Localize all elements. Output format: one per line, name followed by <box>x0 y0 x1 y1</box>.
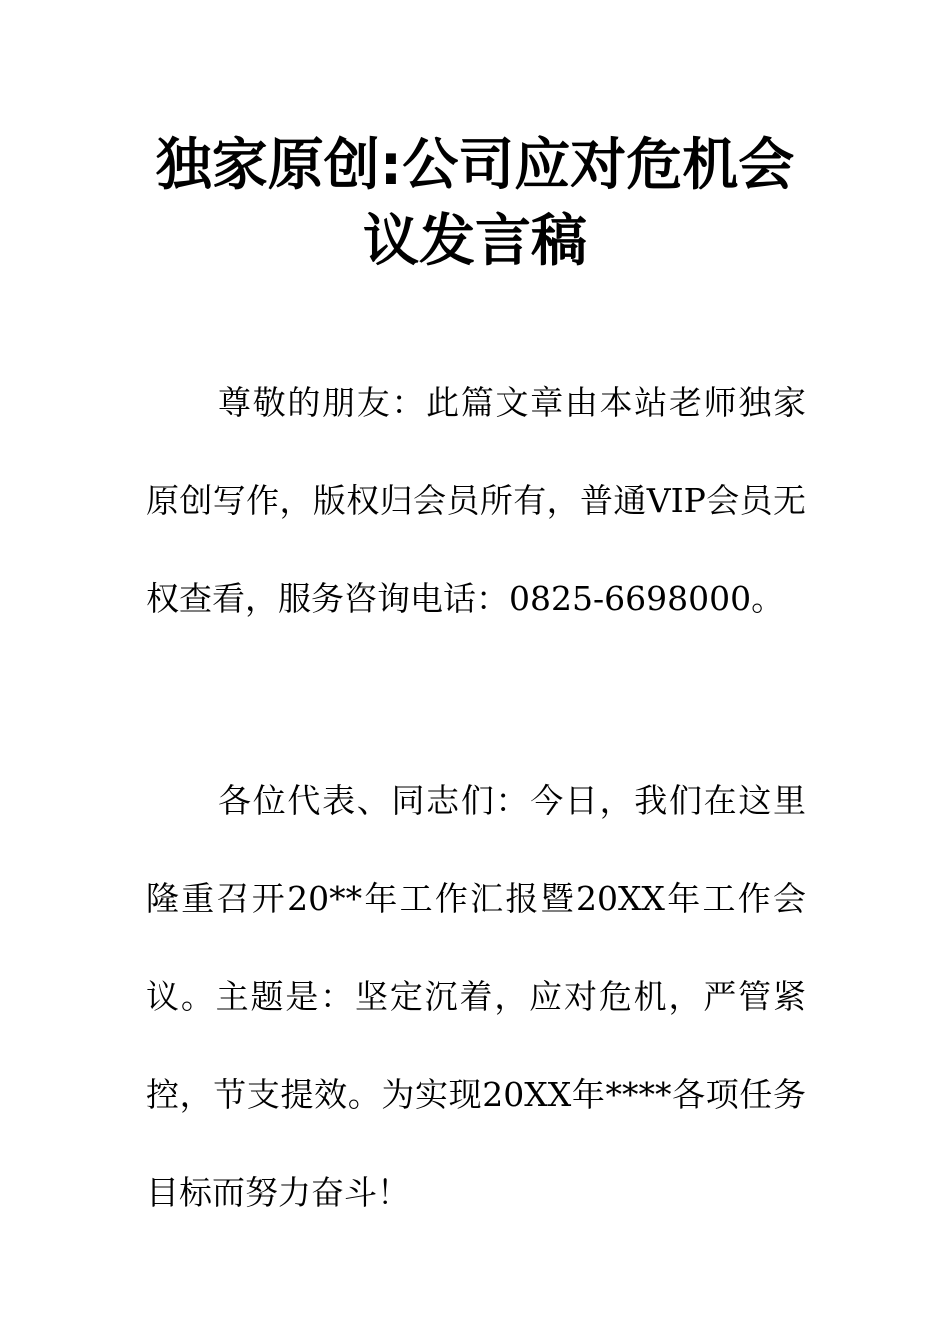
paragraph-notice: 尊敬的朋友：此篇文章由本站老师独家原创写作，版权归会员所有，普通VIP会员无权查看，服务咨询电话：0825-6698000。 <box>146 383 806 618</box>
paragraph-speech-opening: 各位代表、同志们：今日，我们在这里隆重召开20**年工作汇报暨20XX年工作会议。主题是：坚定沉着，应对危机，严管紧控，节支提效。为实现20XX年****各项任务目标而努力奋斗！ <box>146 781 806 1212</box>
document-title: 独家原创:公司应对危机会议发言稿 <box>155 133 795 274</box>
